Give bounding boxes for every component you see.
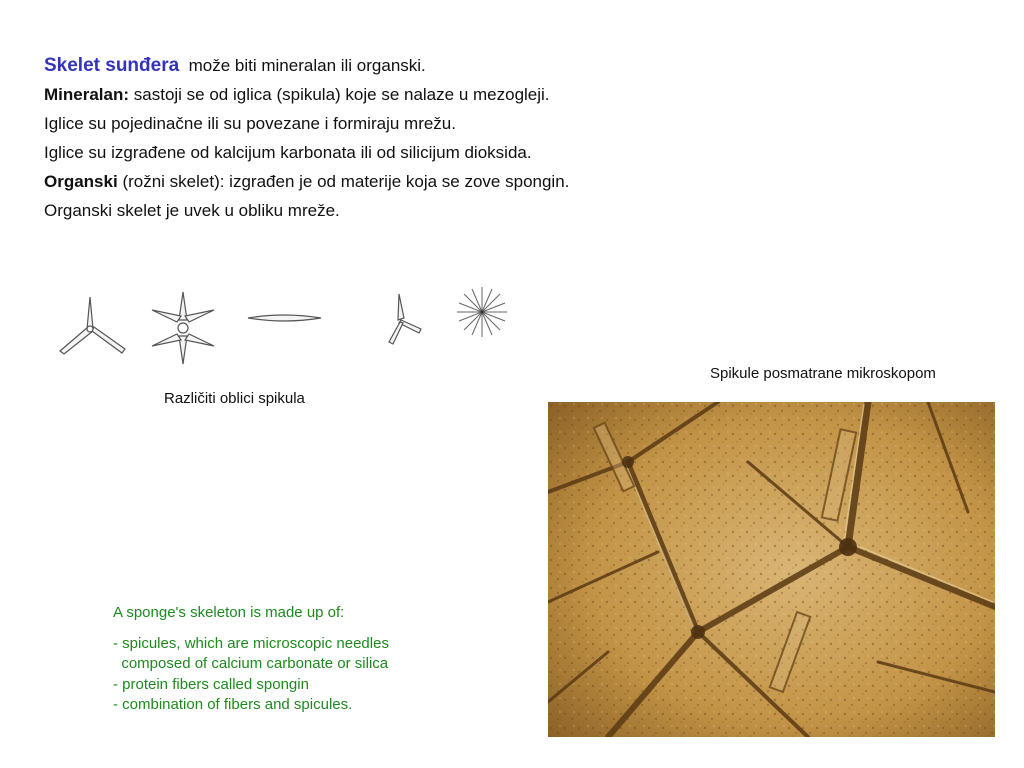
line-3-text: Iglice su pojedinačne ili su povezane i formiraju mrežu.: [44, 114, 456, 133]
slide-title: Skelet sunđera: [44, 55, 180, 76]
line-4: [44, 138, 764, 167]
line-4-text: Iglice su izgrađene od kalcijum karbonata ili od silicijum dioksida.: [44, 143, 532, 162]
line-6: [44, 196, 764, 225]
aster-spicule: [457, 287, 507, 337]
english-note: [113, 603, 493, 716]
spicule-shapes-caption: Različiti oblici spikula: [164, 390, 305, 407]
note-item-2: composed of calcium carbonate or silica: [113, 655, 389, 672]
line-5-text: (rožni skelet): izgrađen je od materije koja se zove spongin.: [122, 172, 570, 191]
line-1-text: može biti mineralan ili organski.: [188, 56, 426, 75]
hexactine-spicule: [152, 292, 214, 364]
line-2: [44, 80, 764, 109]
line-2-text: sastoji se od iglica (spikula) koje se nalaze u mezogleji.: [133, 85, 550, 104]
monaxon-spicule: [248, 315, 321, 321]
note-item-4: - combination of fibers and spicules.: [113, 696, 353, 713]
microscope-caption: Spikule posmatrane mikroskopom: [710, 365, 936, 382]
note-item-1: - spicules, which are microscopic needles: [113, 634, 389, 652]
line-2-bold: Mineralan:: [44, 85, 130, 104]
triaxon-spicule: [60, 297, 125, 354]
line-1: [44, 51, 764, 80]
line-5: [44, 167, 764, 196]
note-intro: A sponge's skeleton is made up of:: [113, 604, 345, 621]
line-6-text: Organski skelet je uvek u obliku mreže.: [44, 201, 340, 220]
microscope-photo: [548, 402, 995, 737]
main-text: [44, 51, 764, 225]
note-item-3: - protein fibers called spongin: [113, 675, 309, 693]
spicule-shapes-illustration: [52, 285, 522, 370]
small-triaxon-spicule: [389, 294, 421, 344]
line-5-bold: Organski: [44, 172, 118, 191]
line-3: [44, 109, 764, 138]
